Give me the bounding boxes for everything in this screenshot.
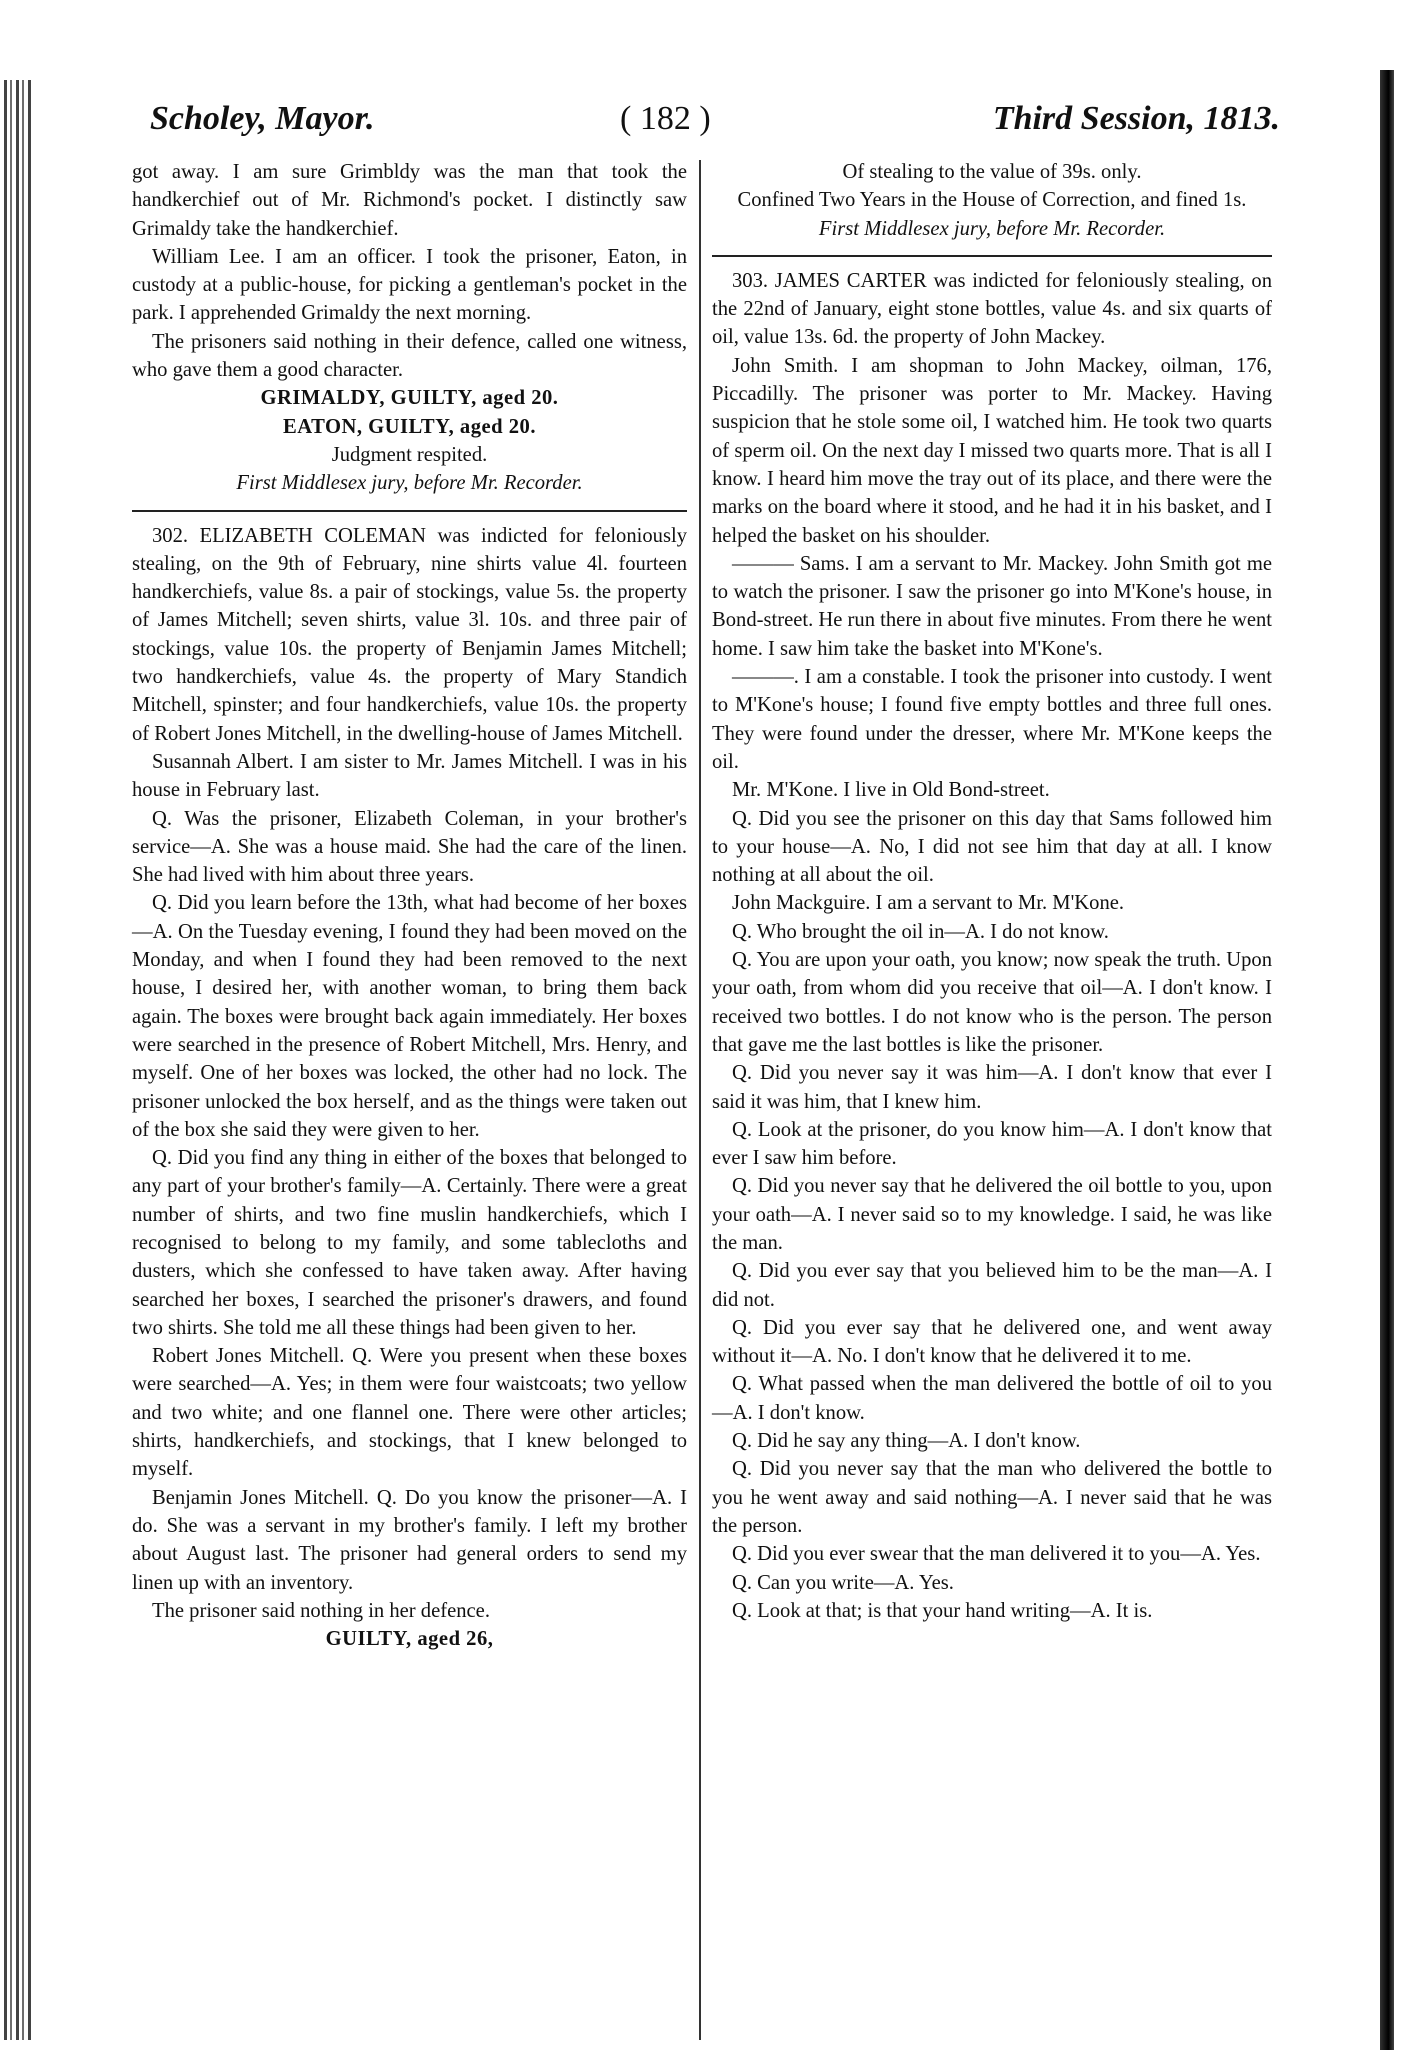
paragraph: EATON, GUILTY, aged 20. — [283, 415, 536, 438]
paragraph: First Middlesex jury, before Mr. Recorder. — [818, 217, 1166, 240]
paragraph: The prisoner said nothing in her defence. — [152, 1599, 490, 1622]
paragraph: GRIMALDY, GUILTY, aged 20. — [260, 387, 559, 410]
paragraph: Susannah Albert. I am sister to Mr. James Mitchell. I was in his house in February last. — [132, 750, 687, 802]
paragraph: Q. Did you ever say that you believed him to be the man—A. I did not. — [712, 1260, 1272, 1311]
paragraph: Q. What passed when the man delivered the bottle of oil to you—A. I don't know. — [712, 1373, 1272, 1424]
paragraph: John Mackguire. I am a servant to Mr. M'Kone. — [732, 892, 1125, 915]
paragraph: Q. You are upon your oath, you know; now speak the truth. Upon your oath, from whom did you receive that oil—A. I don't know. I received two bottles. I do not know who is the person. The person that gave me the last bottles is like the prisoner. — [712, 949, 1272, 1056]
paragraph: Q. Did he say any thing—A. I don't know. — [732, 1430, 1081, 1453]
section-rule — [712, 255, 1272, 257]
page-number: ( 182 ) — [620, 100, 711, 137]
page-right-edge — [1380, 70, 1394, 2050]
paragraph: Benjamin Jones Mitchell. Q. Do you know the prisoner—A. I do. She was a servant in my brother's family. I left my brother about August last. The prisoner had general orders to send my linen up with an inventory. — [132, 1486, 687, 1594]
header-right: Third Session, 1813. — [992, 100, 1280, 137]
paragraph: GUILTY, aged 26, — [325, 1628, 494, 1651]
column-divider — [699, 160, 701, 2040]
paragraph: Q. Look at that; is that your hand writing—A. It is. — [732, 1599, 1153, 1622]
paragraph: Q. Did you see the prisoner on this day that Sams followed him to your house—A. No, I did not see him that day at all. I know nothing at all about the oil. — [712, 807, 1272, 887]
paragraph: Q. Did you learn before the 13th, what had become of her boxes—A. On the Tuesday evening, I found they had been moved on the Monday, and when I found they had been removed to the next house, I desired her, with another woman, to bring them back again. The boxes were brought back again immediately. Her boxes were searched in the presence of Robert Mitchell, Mrs. Henry, and myself. One of her boxes was locked, the other had no lock. The prisoner unlocked the box herself, and as the things were taken out of the box she said they were given to her. — [132, 892, 687, 1141]
paragraph: Q. Was the prisoner, Elizabeth Coleman, in your brother's service—A. She was a house maid. She had the care of the linen. She had lived with him about three years. — [132, 807, 687, 887]
paragraph: Mr. M'Kone. I live in Old Bond-street. — [732, 779, 1050, 802]
paragraph: Q. Look at the prisoner, do you know him—A. I don't know that ever I saw him before. — [712, 1118, 1272, 1170]
paragraph: 302. ELIZABETH COLEMAN was indicted for feloniously stealing, on the 9th of February, nine shirts value 4l. fourteen handkerchiefs, value 8s. a pair of stockings, value 5s. the property of James Mitchell; seven shirts, value 3l. 10s. and three pair of stockings, value 10s. the property of Benjamin James Mitchell; two handkerchiefs, value 4s. the property of Mary Standich Mitchell, spinster; and four handkerchiefs, value 10s. the property of Robert Jones Mitchell, in the dwelling-house of James Mitchell. — [132, 524, 687, 745]
paragraph: The prisoners said nothing in their defence, called one witness, who gave them a good character. — [132, 330, 687, 382]
paragraph: Q. Did you never say it was him—A. I don't know that ever I said it was him, that I knew him. — [712, 1062, 1272, 1113]
paragraph: William Lee. I am an officer. I took the prisoner, Eaton, in custody at a public-house, for picking a gentleman's pocket in the park. I apprehended Grimaldy the next morning. — [132, 245, 687, 325]
paragraph: Q. Did you ever swear that the man delivered it to you—A. Yes. — [732, 1543, 1261, 1566]
paragraph: ——— Sams. I am a servant to Mr. Mackey. John Smith got me to watch the prisoner. I saw the prisoner go into M'Kone's house, in Bond-street. He run there in about five minutes. From there he went home. I saw him take the basket into M'Kone's. — [712, 552, 1272, 660]
paragraph: Robert Jones Mitchell. Q. Were you present when these boxes were searched—A. Yes; in them were four waistcoats; two yellow and two white; and one flannel one. There were other articles; shirts, handkerchiefs, and stockings, that I knew belonged to myself. — [132, 1345, 687, 1481]
paragraph: John Smith. I am shopman to John Mackey, oilman, 176, Piccadilly. The prisoner was porter to Mr. Mackey. Having suspicion that he stole some oil, I watched him. He took two quarts of sperm oil. On the next day I missed two quarts more. That is all I know. I heard him move the tray out of its place, and there were the marks on the board where it stood, and he had it in his basket, and I helped the basket on his shoulder. — [712, 354, 1272, 547]
paragraph: ———. I am a constable. I took the prisoner into custody. I went to M'Kone's house; I found five empty bottles and three full ones. They were found under the dresser, where Mr. M'Kone keeps the oil. — [712, 666, 1272, 773]
paragraph: Q. Who brought the oil in—A. I do not know. — [732, 920, 1109, 943]
paragraph: Q. Did you never say that he delivered the oil bottle to you, upon your oath—A. I never said so to my knowledge. I said, he was like the man. — [712, 1175, 1272, 1254]
left-column — [132, 158, 687, 1653]
running-header — [150, 100, 1280, 150]
paragraph: Q. Did you find any thing in either of the boxes that belonged to any part of your brother's family—A. Certainly. There were a great number of shirts, and two fine muslin handkerchiefs, which I recognised to belong to my family, and some tablecloths and dusters, which she confessed to have taken away. After having searched her boxes, I searched the prisoner's drawers, and found two shirts. She told me all these things had been given to her. — [132, 1147, 687, 1339]
right-column — [712, 158, 1272, 1625]
paragraph: 303. JAMES CARTER was indicted for feloniously stealing, on the 22nd of January, eight stone bottles, value 4s. and six quarts of oil, value 13s. 6d. the property of John Mackey. — [712, 269, 1272, 349]
section-rule — [132, 510, 687, 512]
paragraph: Confined Two Years in the House of Correction, and fined 1s. — [737, 189, 1247, 212]
paragraph: Q. Can you write—A. Yes. — [732, 1571, 954, 1594]
paragraph: Of stealing to the value of 39s. only. — [842, 161, 1142, 183]
page-binding-edge — [4, 80, 34, 2040]
paragraph: Q. Did you never say that the man who delivered the bottle to you he went away and said nothing—A. I never said that he was the person. — [712, 1458, 1272, 1537]
paragraph: Q. Did you ever say that he delivered one, and went away without it—A. No. I don't know that he delivered it to me. — [712, 1316, 1272, 1368]
paragraph: got away. I am sure Grimbldy was the man that took the handkerchief out of Mr. Richmond's pocket. I distinctly saw Grimaldy take the handkerchief. — [132, 161, 687, 240]
header-left: Scholey, Mayor. — [150, 100, 375, 137]
paragraph: Judgment respited. — [331, 443, 488, 466]
paragraph: First Middlesex jury, before Mr. Recorder. — [236, 472, 583, 495]
